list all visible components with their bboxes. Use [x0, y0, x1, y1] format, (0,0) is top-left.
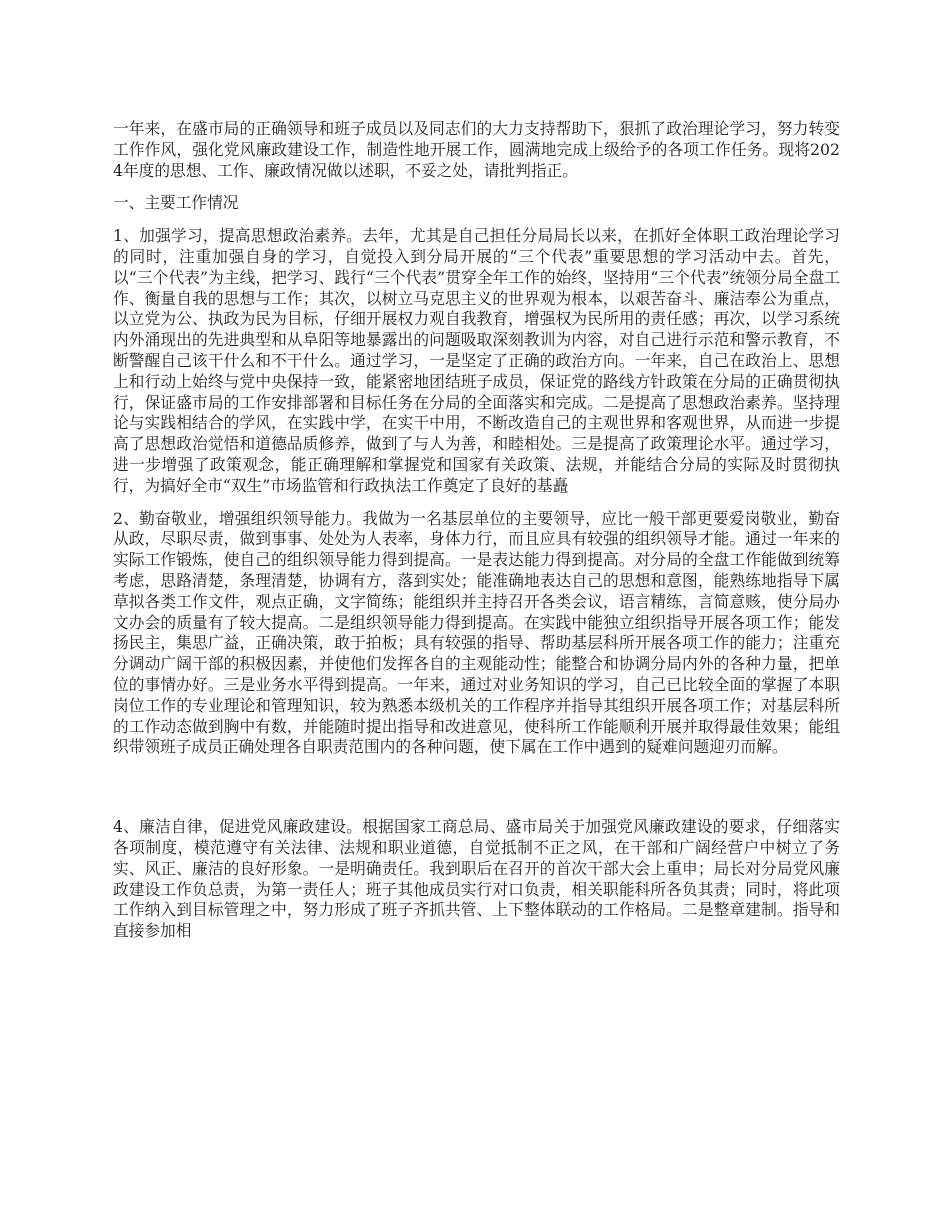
- paragraph-leadership: 2、勤奋敬业，增强组织领导能力。我做为一名基层单位的主要领导，应比一般干部更要爱岗敬业，勤奋从政，尽职尽责，做到事事、处处为人表率，身体力行，而且应具有较强的组织领导才能。通过一年来的实际工作锻炼，使自己的组织领导能力得到提高。一是表达能力得到提高。对分局的全盘工作能做到统筹考虑，思路清楚，条理清楚，协调有方，落到实处；能准确地表达自己的思想和意图，能熟练地指导下属草拟各类工作文件，观点正确，文字简练；能组织并主持召开各类会议，语言精练，言简意赅，使分局办文办会的质量有了较大提高。二是组织领导能力得到提高。在实践中能独立组织指导开展各项工作；能发扬民主，集思广益，正确决策，敢于拍板；具有较强的指导、帮助基层科所开展各项工作的能力；注重充分调动广阔干部的积极因素，并使他们发挥各自的主观能动性；能整合和协调分局内外的各种力量，把单位的事情办好。三是业务水平得到提高。一年来，通过对业务知识的学习，自己已比较全面的掌握了本职岗位工作的专业理论和管理知识，较为熟悉本级机关的工作程序并指导其组织开展各项工作；对基层科所的工作动态做到胸中有数，并能随时提出指导和改进意见，使科所工作能顺利开展并取得最佳效果；能组织带领班子成员正确处理各自职责范围内的各种问题，使下属在工作中遇到的疑难问题迎刃而解。: [113, 508, 840, 757]
- document-body: [113, 119, 840, 954]
- intro-paragraph: 一年来，在盛市局的正确领导和班子成员以及同志们的大力支持帮助下，狠抓了政治理论学习，努力转变工作作风，强化党风廉政建设工作，制造性地开展工作，圆满地完成上级给予的各项工作任务。现将2024年度的思想、工作、廉政情况做以述职，不妥之处，请批判指正。: [113, 119, 840, 180]
- section-heading: 一、主要工作情况: [113, 193, 239, 213]
- blank-gap: [113, 770, 840, 817]
- paragraph-integrity: 4、廉洁自律，促进党风廉政建设。根据国家工商总局、盛市局关于加强党风廉政建设的要求，仔细落实各项制度，模范遵守有关法律、法规和职业道德，自觉抵制不正之风，在干部和广阔经营户中树立了务实、风正、廉洁的良好形象。一是明确责任。我到职后在召开的首次干部大会上重申；局长对分局党风廉政建设工作负总责，为第一责任人；班子其他成员实行对口负责，相关职能科所各负其责；同时，将此项工作纳入到目标管理之中，努力形成了班子齐抓共管、上下整体联动的工作格局。二是整章建制。指导和直接参加相: [113, 817, 840, 941]
- paragraph-study: 1、加强学习，提高思想政治素养。去年，尤其是自己担任分局局长以来，在抓好全体职工政治理论学习的同时，注重加强自身的学习，自觉投入到分局开展的“三个代表”重要思想的学习活动中去。首先，以“三个代表”为主线，把学习、践行“三个代表”贯穿全年工作的始终，坚持用“三个代表”统领分局全盘工作、衡量自我的思想与工作；其次，以树立马克思主义的世界观为根本，以艰苦奋斗、廉洁奉公为重点，以立党为公、执政为民为目标，仔细开展权力观自我教育，增强权为民所用的责任感；再次，以学习系统内外涌现出的先进典型和从阜阳等地暴露出的问题吸取深刻教训为内容，对自己进行示范和警示教育，不断警醒自己该干什么和不干什么。通过学习，一是坚定了正确的政治方向。一年来，自己在政治上、思想上和行动上始终与党中央保持一致，能紧密地团结班子成员，保证党的路线方针政策在分局的正确贯彻执行，保证盛市局的工作安排部署和目标任务在分局的全面落实和完成。二是提高了思想政治素养。坚持理论与实践相结合的学风，在实践中学，在实干中用，不断改造自己的主观世界和客观世界，从而进一步提高了思想政治觉悟和道德品质修养，做到了与人为善，和睦相处。三是提高了政策理论水平。通过学习，进一步增强了政策观念，能正确理解和掌握党和国家有关政策、法规，并能结合分局的实际及时贯彻执行，为搞好全市“双生”市场监管和行政执法工作奠定了良好的基矗: [113, 226, 840, 495]
